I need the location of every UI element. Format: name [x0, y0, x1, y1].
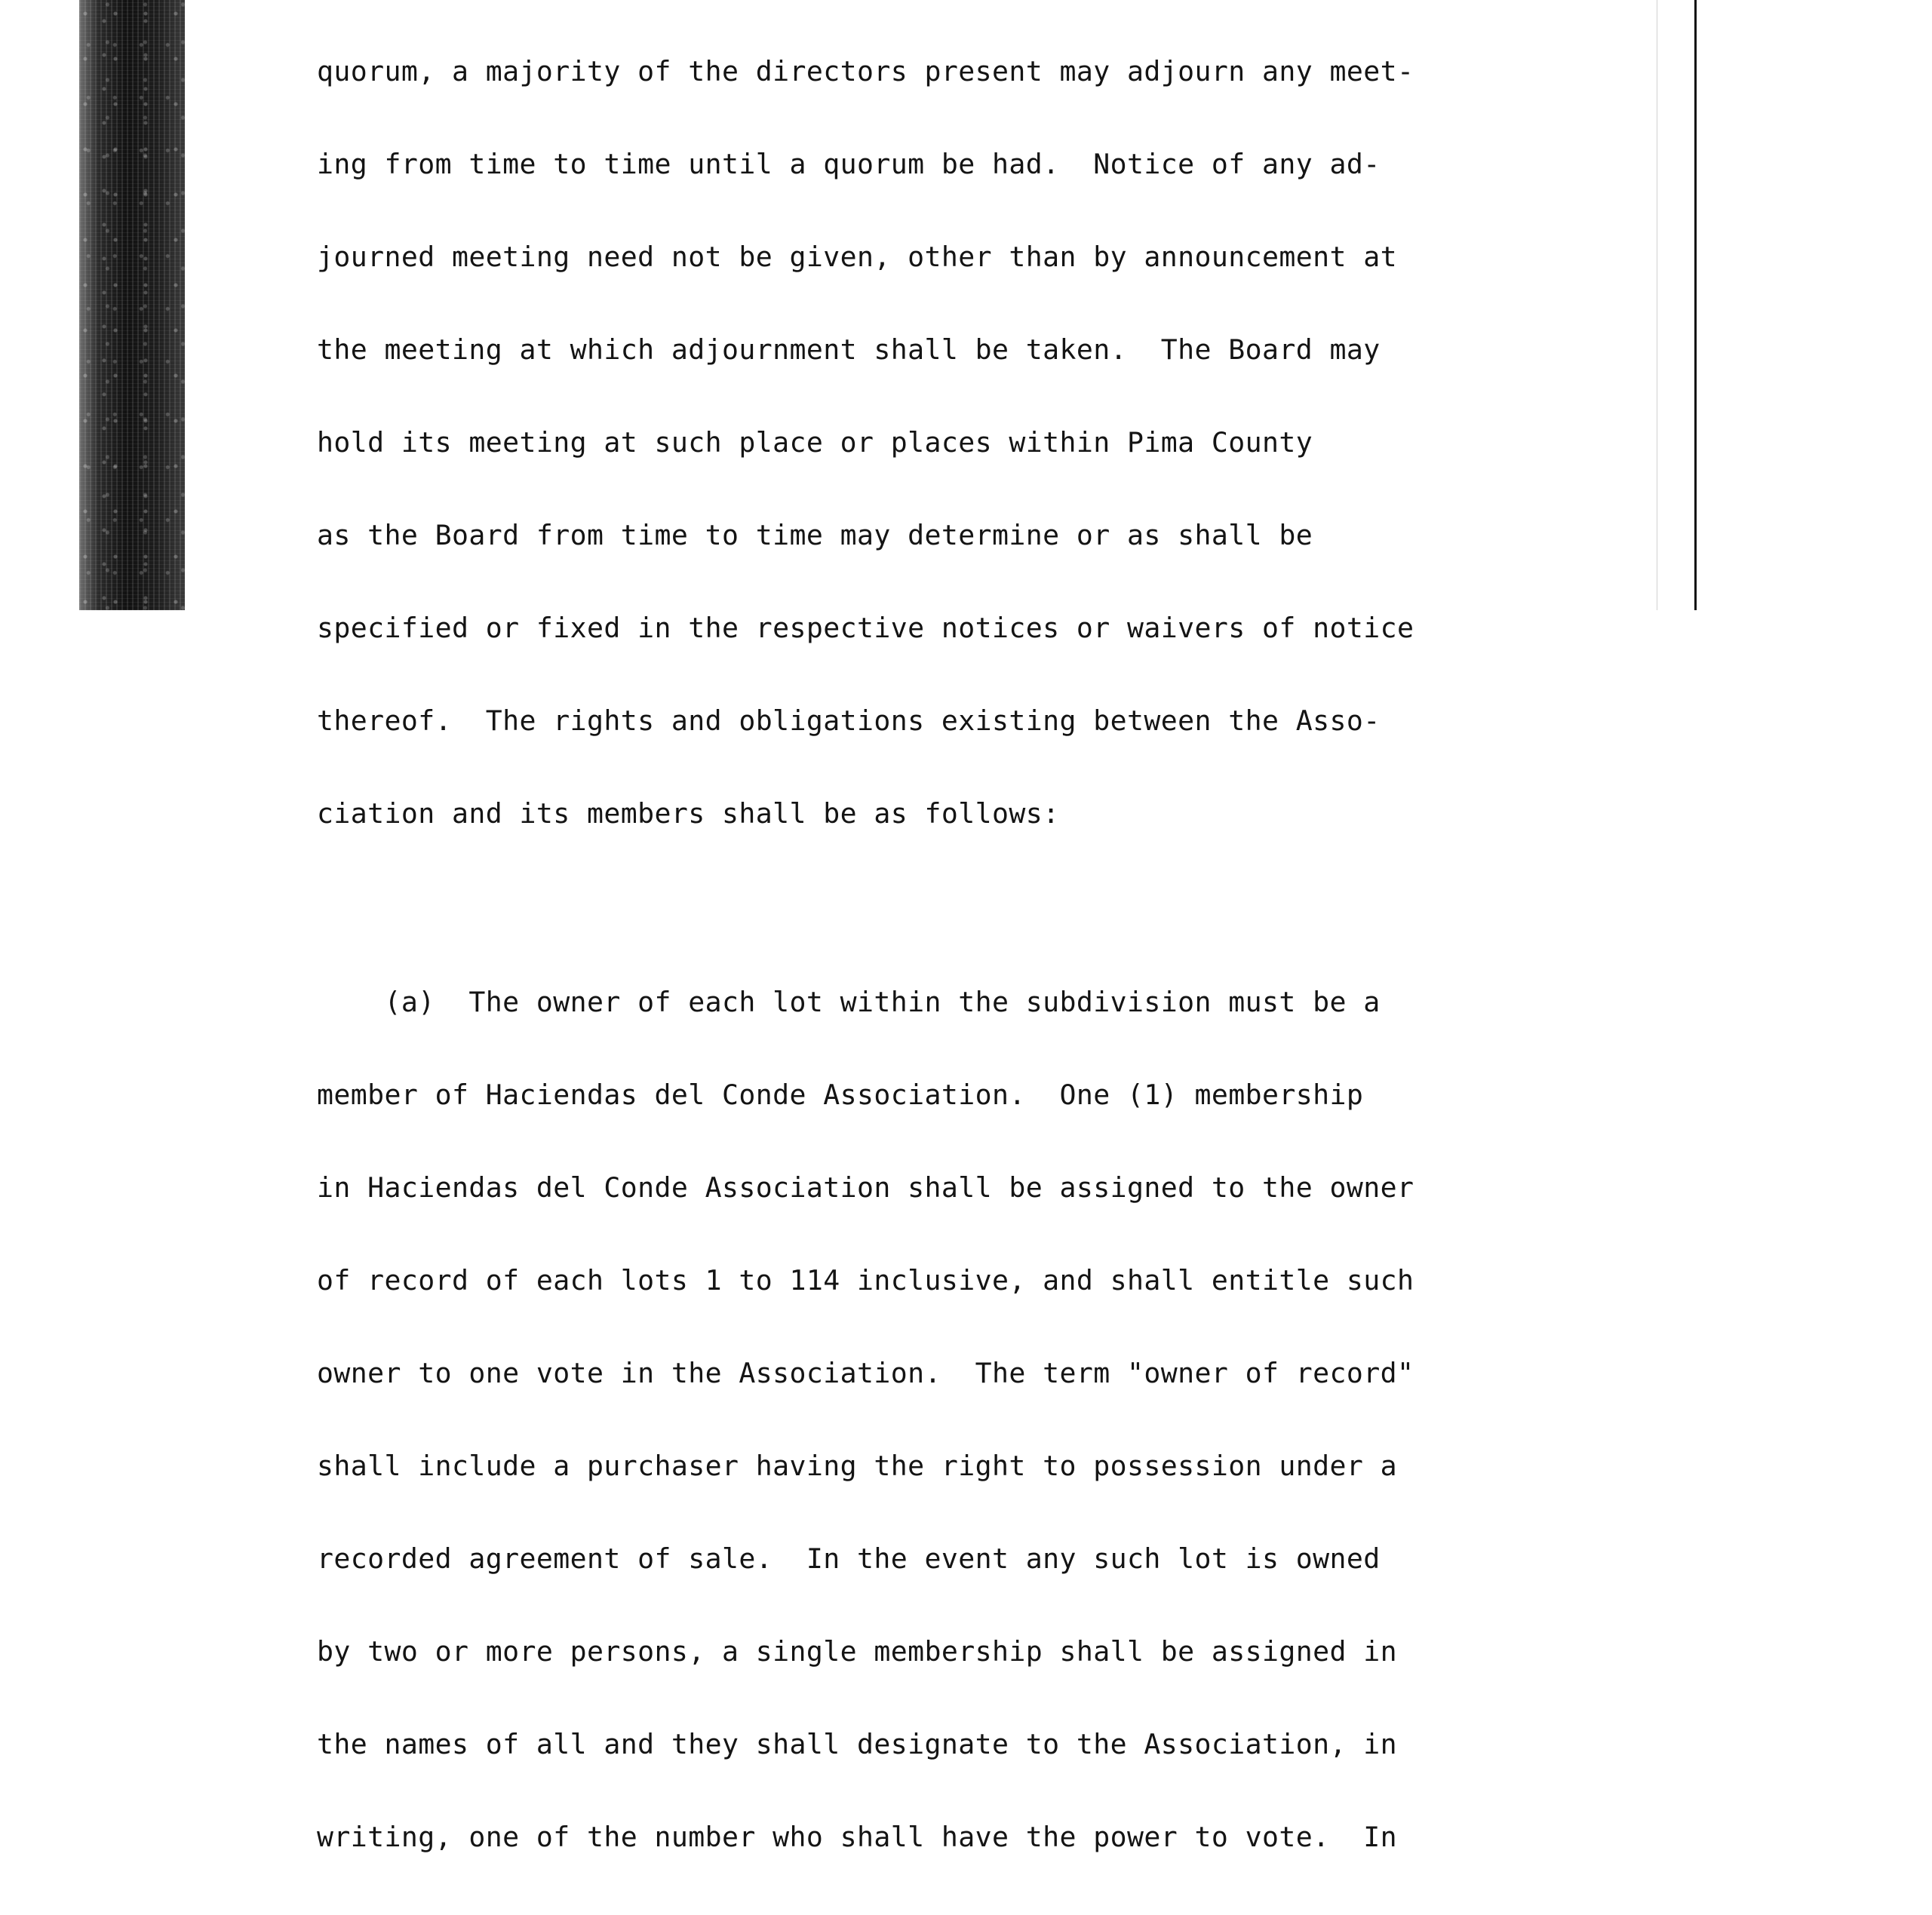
- text-line: specified or fixed in the respective notices or waivers of notice: [317, 612, 1414, 644]
- text-line: the meeting at which adjournment shall be taken. The Board may: [317, 333, 1381, 366]
- text-line: recorded agreement of sale. In the event any such lot is owned: [317, 1542, 1381, 1575]
- text-line: of record of each lots 1 to 114 inclusive, and shall entitle such: [317, 1264, 1414, 1297]
- paragraph-gap: [317, 891, 1494, 925]
- text-line: member of Haciendas del Conde Association. One (1) membership: [317, 1079, 1364, 1111]
- text-line: journed meeting need not be given, other than by announcement at: [317, 241, 1397, 273]
- text-line: ciation and its members shall be as follows:: [317, 797, 1060, 830]
- text-line: by two or more persons, a single membership shall be assigned in: [317, 1635, 1397, 1668]
- text-line: as the Board from time to time may determine or as shall be: [317, 519, 1313, 551]
- text-line: writing, one of the number who shall have the power to vote. In: [317, 1821, 1397, 1853]
- text-line: the names of all and they shall designate to the Association, in: [317, 1728, 1397, 1760]
- text-line: quorum, a majority of the directors present may adjourn any meet-: [317, 55, 1414, 87]
- text-line: in Haciendas del Conde Association shall be assigned to the owner: [317, 1171, 1414, 1204]
- text-line: owner to one vote in the Association. The term "owner of record": [317, 1357, 1414, 1389]
- page-edge-rule: [1694, 0, 1697, 610]
- scan-binding-edge: [79, 0, 185, 610]
- text-line: (a) The owner of each lot within the subdivision must be a: [317, 986, 1381, 1018]
- text-line: thereof. The rights and obligations existing between the Asso-: [317, 704, 1381, 737]
- document-body: [317, 0, 1494, 1914]
- text-line: ing from time to time until a quorum be had. Notice of any ad-: [317, 148, 1381, 180]
- text-line: hold its meeting at such place or places within Pima County: [317, 426, 1313, 459]
- text-line: shall include a purchaser having the right to possession under a: [317, 1450, 1397, 1482]
